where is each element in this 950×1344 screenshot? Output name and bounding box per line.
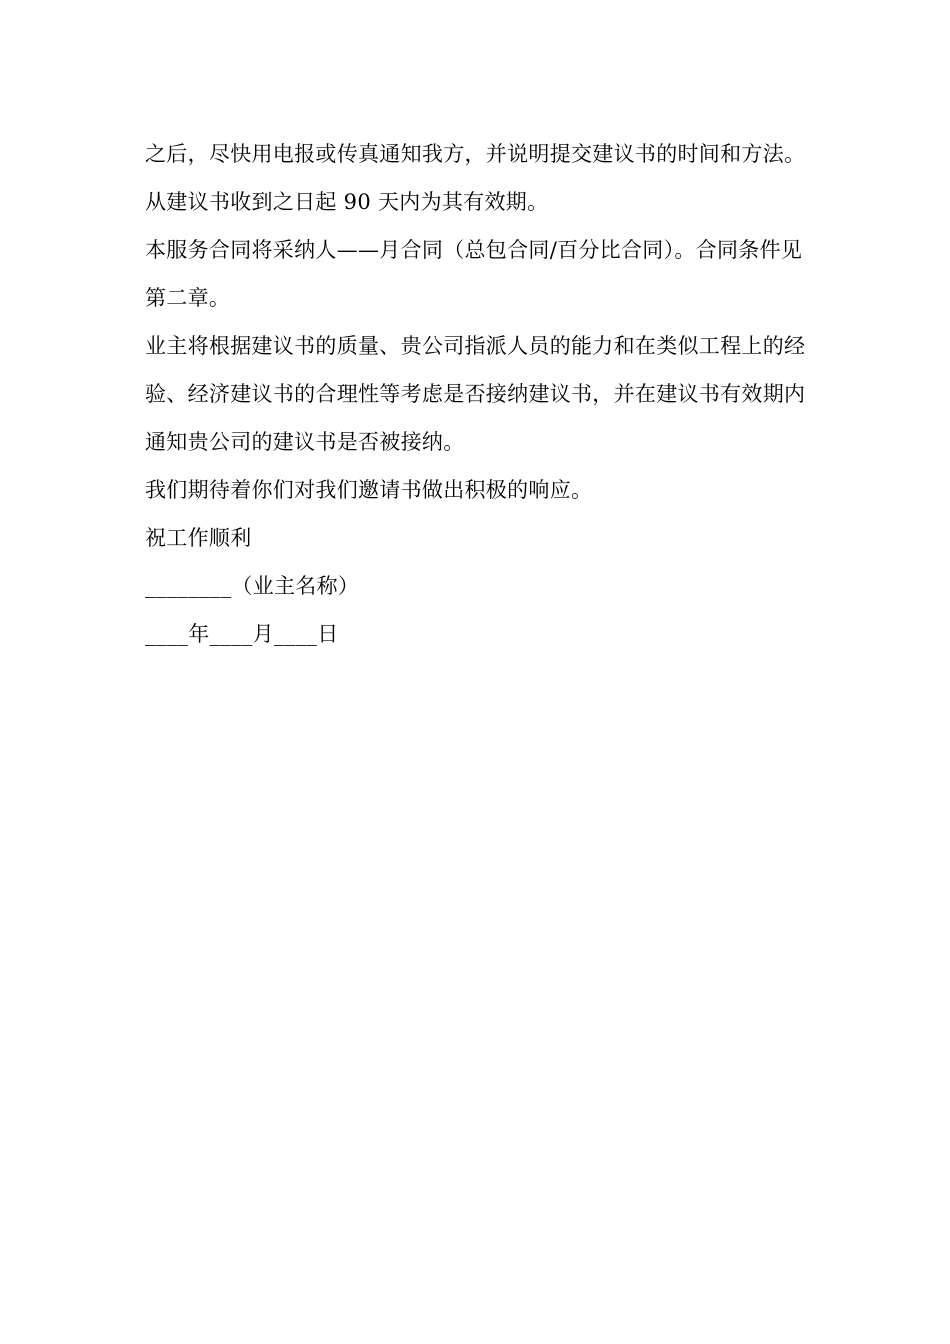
paragraph-validity-period: 从建议书收到之日起 90 天内为其有效期。	[145, 190, 549, 214]
paragraph-greeting: 祝工作顺利	[145, 526, 252, 550]
document-body	[145, 130, 807, 658]
paragraph-evaluation: 业主将根据建议书的质量、贵公司指派人员的能力和在类似工程上的经验、经济建议书的合理性等考虑是否接纳建议书，并在建议书有效期内通知贵公司的建议书是否被接纳。	[145, 334, 806, 454]
paragraph-notify-method: 之后，尽快用电报或传真通知我方，并说明提交建议书的时间和方法。	[145, 142, 806, 166]
paragraph-closing-expectation: 我们期待着你们对我们邀请书做出积极的响应。	[145, 478, 593, 502]
signature-date: ____年____月____日	[145, 622, 339, 646]
signature-owner-name: ________（业主名称）	[145, 574, 360, 598]
paragraph-contract-type: 本服务合同将采纳人——月合同（总包合同/百分比合同）。合同条件见第二章。	[145, 238, 803, 310]
